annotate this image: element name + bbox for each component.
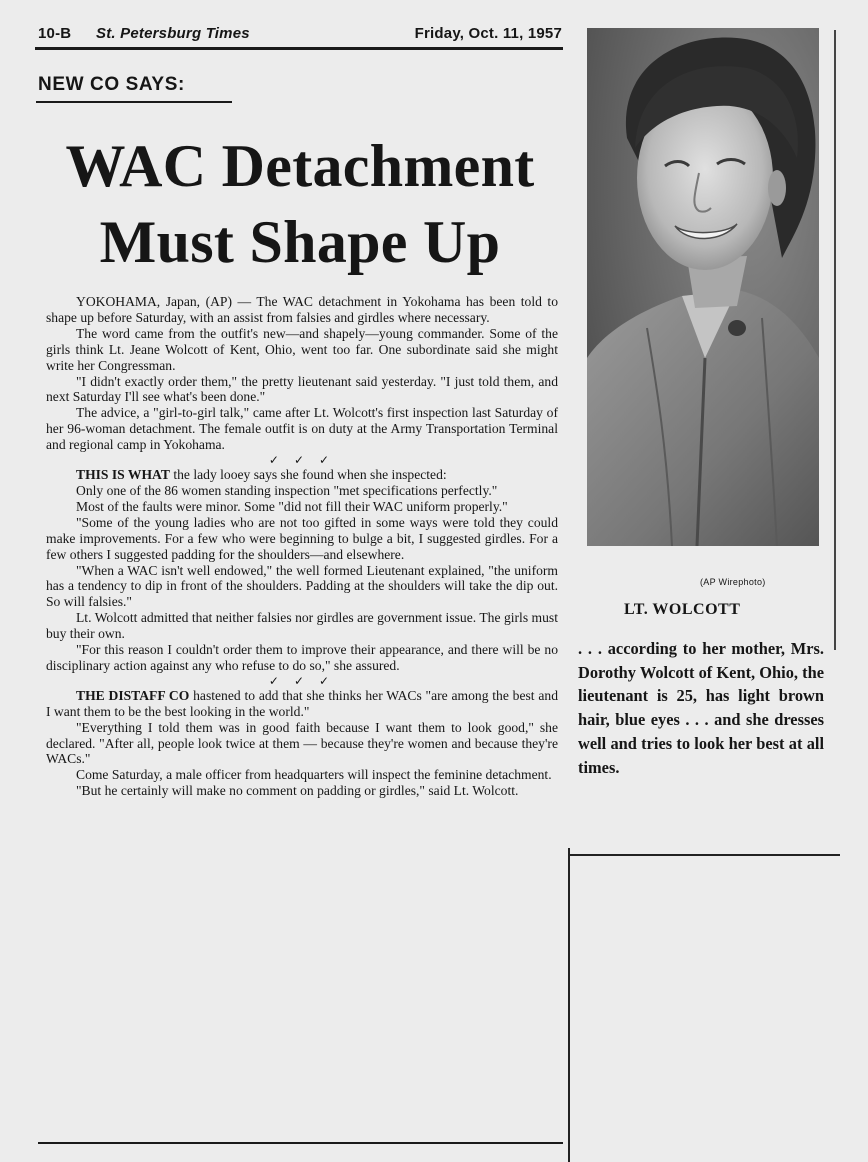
section-check-marks: ✓ ✓ ✓ bbox=[268, 453, 336, 468]
paragraph bbox=[46, 688, 558, 720]
headline-line-2: Must Shape Up bbox=[99, 209, 501, 275]
paragraph: "I didn't exactly order them," the pretty lieutenant said yesterday. "I just told them, and next Saturday I'll see what's been done." bbox=[46, 373, 558, 405]
paragraph: "Some of the young ladies who are not too gifted in some ways were told they could make improvements. For a few who were beginning to bulge a bit, I suggested girdles. For a few others I suggested padding for the shoulders—and elsewhere. bbox=[46, 514, 558, 562]
photo-caption: . . . according to her mother, Mrs. Dorothy Wolcott of Kent, Ohio, the lieutenant is 25, has light brown hair, blue eyes . . . and she dresses well and tries to look her best at all times. bbox=[578, 639, 824, 777]
issue-date: Friday, Oct. 11, 1957 bbox=[414, 25, 562, 42]
paragraph-text: hastened to add that she thinks her WACs "are among the best and I want them to be the best looking in the world." bbox=[46, 687, 558, 719]
paragraph bbox=[46, 467, 558, 483]
paragraph: Lt. Wolcott admitted that neither falsies nor girdles are government issue. The girls must buy their own. bbox=[46, 610, 558, 642]
paragraph: Most of the faults were minor. Some "did not fill their WAC uniform properly." bbox=[76, 498, 508, 514]
section-check-marks: ✓ ✓ ✓ bbox=[268, 673, 336, 688]
column-rule-vertical bbox=[568, 848, 570, 1162]
headline-line-1: WAC Detachment bbox=[65, 133, 535, 199]
paragraph: "But he certainly will make no comment on padding or girdles," said Lt. Wolcott. bbox=[76, 783, 519, 799]
masthead bbox=[38, 22, 562, 46]
paragraph: YOKOHAMA, Japan, (AP) — The WAC detachment in Yokohama has been told to shape up before Saturday, with an assist from falsies and girdles where necessary. bbox=[46, 294, 558, 325]
paragraph: The word came from the outfit's new—and shapely—young commander. Some of the girls think Lt. Jeane Wolcott of Kent, Ohio, went too far. One subordinate said she might write her Congressman. bbox=[46, 325, 558, 373]
paragraph: "For this reason I couldn't order them to improve their appearance, and there will be no disciplinary action against any who refuse to do so," she assured. bbox=[46, 642, 558, 673]
paragraph: Come Saturday, a male officer from headquarters will inspect the feminine detachment. bbox=[76, 767, 552, 783]
column-rule-horizontal bbox=[568, 854, 840, 856]
paragraph-text: the lady looey says she found when she inspected: bbox=[169, 467, 447, 483]
photo-credit: (AP Wirephoto) bbox=[700, 577, 766, 587]
portrait-illustration bbox=[587, 28, 819, 546]
kicker-underline bbox=[36, 101, 232, 103]
paragraph-lead-in: THIS IS WHAT bbox=[76, 467, 170, 483]
newspaper-name: St. Petersburg Times bbox=[96, 25, 250, 42]
portrait-photo bbox=[587, 28, 819, 546]
paragraph: "When a WAC isn't well endowed," the well formed Lieutenant explained, "the uniform has a tendency to dip in front of the shoulders. Padding at the shoulders will take the dip out. So will falsies." bbox=[46, 562, 558, 610]
paragraph: Only one of the 86 women standing inspection "met specifications perfectly." bbox=[76, 482, 498, 498]
photo-caption-name: LT. WOLCOTT bbox=[624, 601, 741, 618]
paragraph: The advice, a "girl-to-girl talk," came after Lt. Wolcott's first inspection last Saturday of her 96-woman detachment. The female outfit is on duty at the Army Transportation Terminal and regional camp in Yokohama. bbox=[46, 405, 558, 453]
article-body bbox=[46, 294, 558, 799]
kicker: NEW CO SAYS: bbox=[38, 74, 185, 95]
column-edge-rule bbox=[834, 30, 836, 650]
paragraph-lead-in: THE DISTAFF CO bbox=[76, 687, 190, 703]
headline bbox=[40, 128, 560, 280]
page-number: 10-B bbox=[38, 25, 72, 42]
paragraph: "Everything I told them was in good faith because I want them to look good," she declared. "After all, people look twice at them — because they're women and because they're WACs." bbox=[46, 719, 558, 767]
masthead-rule bbox=[35, 47, 563, 50]
article-bottom-rule bbox=[38, 1142, 563, 1144]
